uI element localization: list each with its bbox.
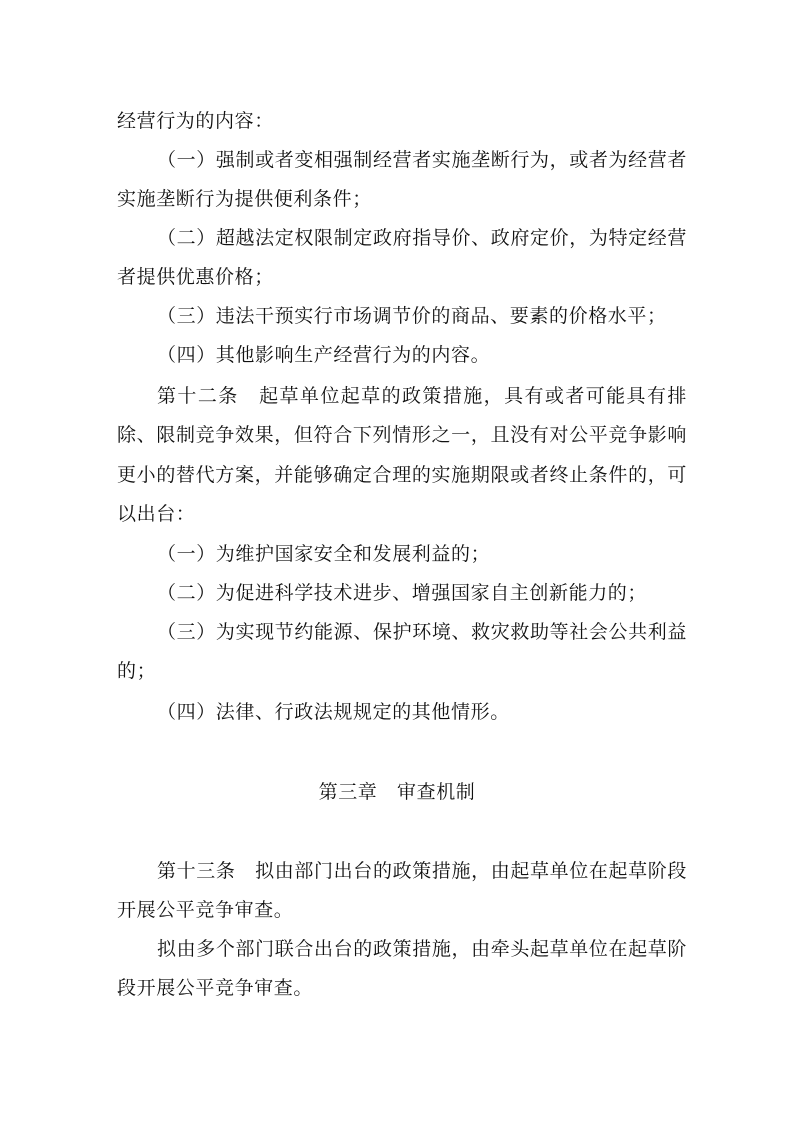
text-line-8: 第十二条 起草单位起草的政策措施，具有或者可能具有排 xyxy=(157,385,687,407)
chapter-heading: 第三章 审查机制 xyxy=(318,781,476,803)
text-line-18: 第十三条 拟由部门出台的政策措施，由起草单位在起草阶段 xyxy=(157,860,687,882)
text-line-21: 段开展公平竞争审查。 xyxy=(117,977,314,999)
text-line-19: 开展公平竞争审查。 xyxy=(117,899,294,921)
text-line-13: （二）为促进科学技术进步、增强国家自主创新能力的； xyxy=(157,582,648,604)
text-line-7: （四）其他影响生产经营行为的内容。 xyxy=(157,344,491,366)
text-line-11: 以出台： xyxy=(117,503,196,525)
text-line-6: （三）违法干预实行市场调节价的商品、要素的价格水平； xyxy=(157,305,667,327)
text-line-12: （一）为维护国家安全和发展利益的； xyxy=(157,543,491,565)
text-line-4: （二）超越法定权限制定政府指导价、政府定价，为特定经营 xyxy=(157,227,687,249)
text-line-10: 更小的替代方案，并能够确定合理的实施期限或者终止条件的，可 xyxy=(117,464,687,486)
text-line-2: （一）强制或者变相强制经营者实施垄断行为，或者为经营者 xyxy=(157,149,687,171)
text-line-1: 经营行为的内容： xyxy=(117,110,274,132)
text-line-5: 者提供优惠价格； xyxy=(117,266,274,288)
text-line-20: 拟由多个部门联合出台的政策措施，由牵头起草单位在起草阶 xyxy=(157,938,687,960)
text-line-9: 除、限制竞争效果，但符合下列情形之一，且没有对公平竞争影响 xyxy=(117,424,687,446)
text-line-3: 实施垄断行为提供便利条件； xyxy=(117,188,372,210)
text-line-14: （三）为实现节约能源、保护环境、救灾救助等社会公共利益 xyxy=(157,621,687,643)
text-line-16: （四）法律、行政法规规定的其他情形。 xyxy=(157,701,510,723)
text-line-15: 的； xyxy=(117,660,157,682)
